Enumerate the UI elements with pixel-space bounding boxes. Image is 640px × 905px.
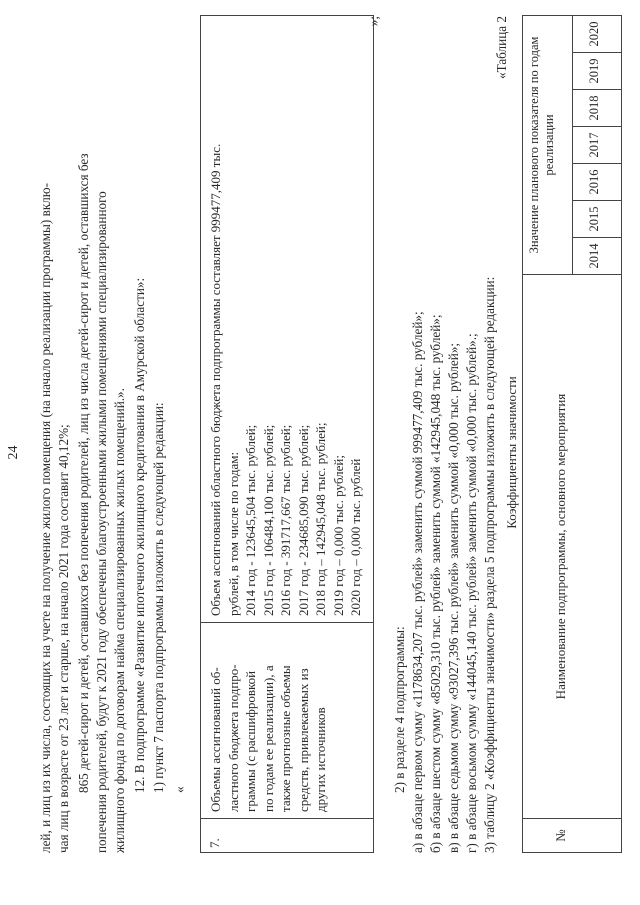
label-line: также прогнозные объемы [278, 665, 293, 812]
value-line: 2015 год - 106484,100 тыс. рублей; [260, 424, 276, 616]
label-line: Объемы ассигнований об- [208, 667, 223, 812]
value-line: Объем ассигнований областного бюджета подпрограммы составляет 999477,409 тыс. [208, 143, 223, 616]
value-line: 2017 год - 234685,090 тыс. рублей; [295, 424, 311, 616]
sub-item-b: б) в абзаце шестом сумму «85029,310 тыс. рублей» заменить суммой «142945,048 тыс. рублей»; [428, 314, 443, 853]
value-line: 2019 год – 0,000 тыс. рублей; [330, 455, 346, 616]
quote-open: « [172, 786, 187, 793]
label-line: по годам ее реализации), а [260, 665, 276, 812]
year-header: 2015 [573, 200, 621, 237]
para-865-line-1: 865 детей-сирот и детей, оставшихся без попечения родителей, лиц из числа детей-сирот и детей, оставшихся без [76, 153, 91, 793]
item-12-1: 1) пункт 7 паспорта подпрограммы изложить в следующей редакции: [151, 402, 166, 793]
value-line: 2016 год - 391717,667 тыс. рублей; [278, 424, 293, 616]
value-line: рублей, в том числе по годам: [225, 451, 241, 616]
value-line: 2014 год - 123645,504 тыс. рублей; [243, 424, 258, 616]
value-line: 2020 год – 0,000 тыс. рублей [348, 458, 363, 616]
para-865-line-3: жилищного фонда по договорам найма специализированных жилых помещений.». [112, 388, 127, 853]
year-header: 2014 [573, 237, 621, 274]
item-12: 12. В подпрограмме «Развитие ипотечного жилищного кредитования в Амурской области»: [132, 277, 147, 793]
item-2: 2) в разделе 4 подпрограммы: [392, 626, 407, 793]
year-headers [573, 16, 621, 274]
passport-table [200, 15, 374, 853]
label-line: других источников [313, 707, 328, 812]
passport-row-value [201, 16, 373, 622]
item-3: 3) таблицу 2 «Коэффициенты значимости» раздела 5 подпрограммы изложить в следующей редакции: [482, 276, 497, 853]
col-header-value: Значение планового показателя по годам реализации [523, 16, 573, 274]
table2-title: Коэффициенты значимости [504, 376, 519, 529]
para-865-line-2: попечения родителей, будут к 2021 году обеспечены благоустроенными жилыми помещениями специализированного [94, 191, 109, 853]
sub-item-g: г) в абзаце восьмом сумму «144045,140 тыс. рублей» заменить суммой «0,000 тыс. рублей».; [464, 333, 479, 853]
year-header: 2017 [573, 126, 621, 163]
year-header: 2016 [573, 163, 621, 200]
label-line: ластного бюджета подпро- [225, 664, 241, 812]
sub-item-v: в) в абзаце седьмом сумму «93027,396 тыс. рублей» заменить суммой «0,000 тыс. рублей»; [446, 342, 461, 853]
label-line: средств, привлекаемых из [295, 668, 311, 812]
col-header-number: № [523, 818, 621, 852]
quote-close: »; [366, 16, 381, 27]
page-number: 24 [6, 445, 21, 460]
year-header: 2020 [587, 21, 601, 47]
table2-label: «Таблица 2 [494, 16, 509, 79]
coefficients-table [522, 15, 622, 853]
intro-line-1: лей, и лиц из их числа, состоящих на учете на получение жилого помещения (на начало реализации программы) вклю- [38, 182, 53, 853]
value-line: 2018 год – 142945,048 тыс. рублей; [313, 422, 328, 616]
passport-row-number: 7. [201, 818, 373, 852]
year-header: 2019 [573, 52, 621, 89]
passport-row-label [201, 622, 373, 818]
col-header-name: Наименование подпрограммы, основного мероприятия [523, 274, 621, 818]
intro-line-2: чая лиц в возрасте от 23 лет и старше, на начало 2021 года составит 40,12%; [56, 424, 71, 853]
year-header: 2018 [573, 89, 621, 126]
label-line: граммы (с расшифровкой [243, 670, 258, 812]
sub-item-a: а) в абзаце первом сумму «1178634,207 тыс. рублей» заменить суммой 999477,409 тыс. рублей»; [410, 311, 425, 853]
